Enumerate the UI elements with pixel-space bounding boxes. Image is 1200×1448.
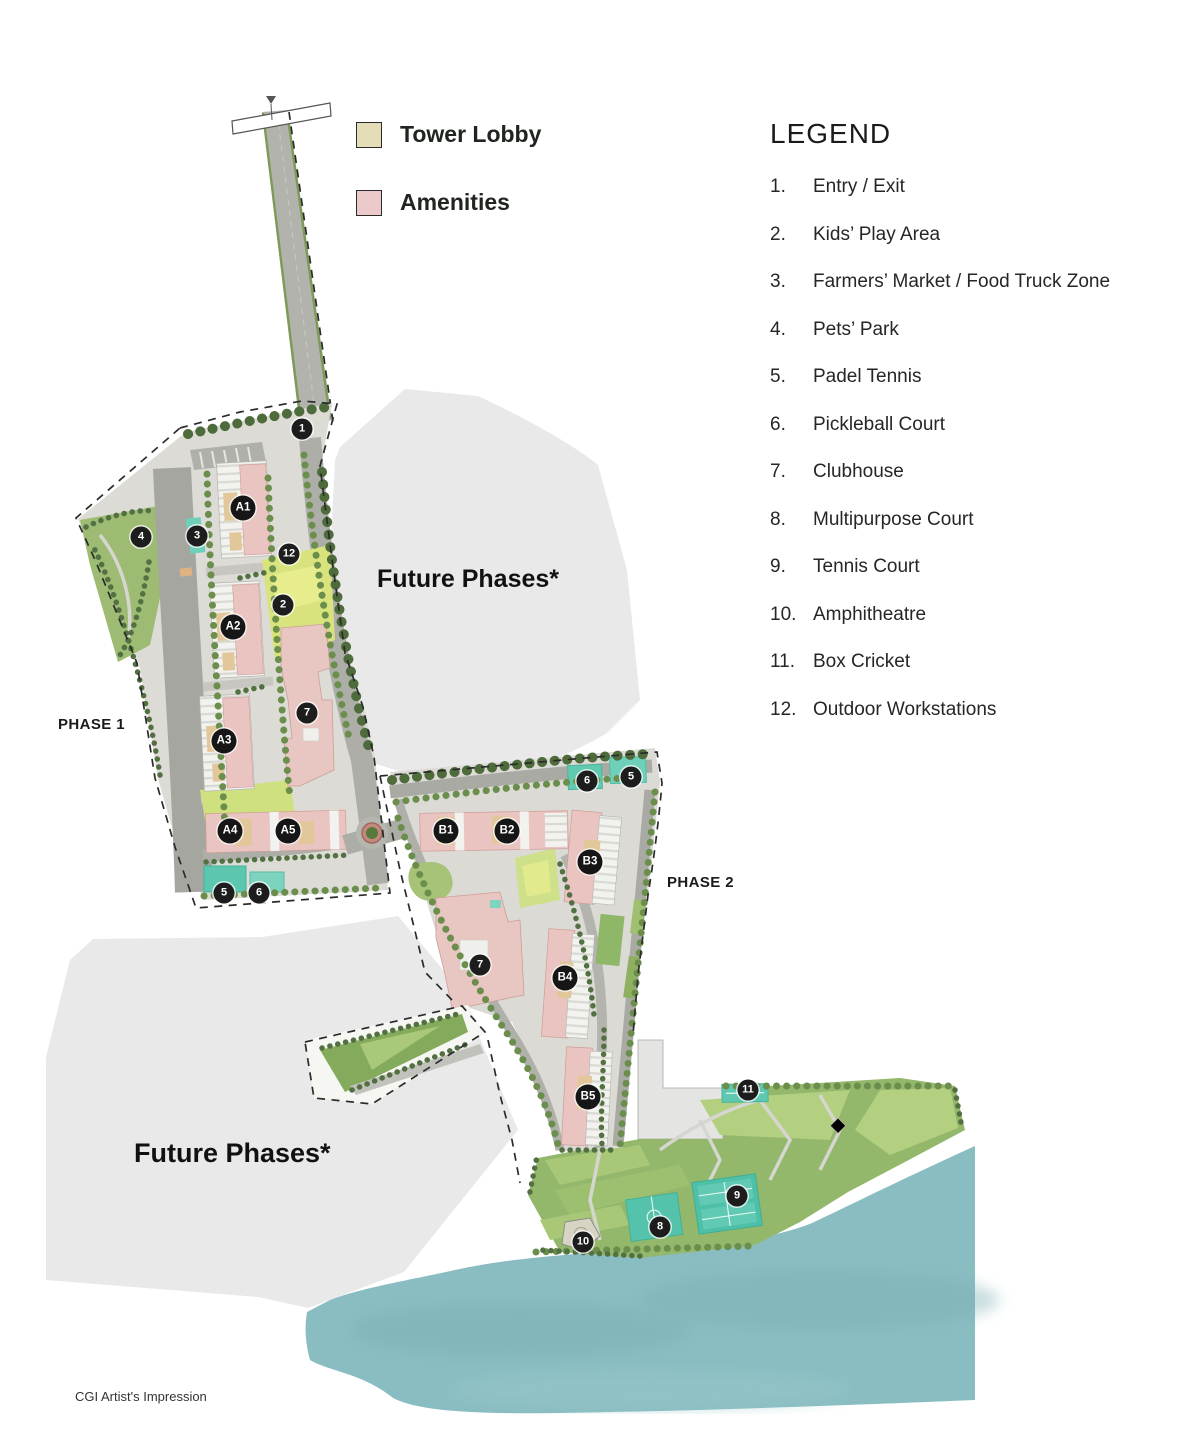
legend-item-number: 3. [770, 271, 786, 292]
tower-label-a5: A5 [276, 819, 301, 844]
legend-item-number: 4. [770, 318, 786, 340]
map-marker-1-0: 1 [292, 419, 313, 440]
legend-item-label: Clubhouse [813, 461, 904, 482]
map-marker-8-13: 8 [650, 1217, 671, 1238]
future-phases-label-bottom: Future Phases* [134, 1138, 331, 1168]
map-marker-12-4: 12 [279, 544, 300, 565]
legend-item-1 [770, 176, 1170, 224]
map-marker-9-12: 9 [727, 1186, 748, 1207]
legend-item-4 [770, 319, 1170, 367]
entry-access-road [232, 96, 333, 428]
legend-item-label: Outdoor Workstations [813, 698, 997, 720]
key-label: Amenities [400, 189, 510, 215]
tower-label-b1: B1 [434, 819, 459, 844]
key-swatch-icon [356, 190, 382, 216]
map-marker-3-2: 3 [187, 526, 208, 547]
legend-item-number: 1. [770, 176, 786, 197]
map-key [356, 121, 541, 257]
legend-item-9 [770, 556, 1170, 604]
map-marker-7-5: 7 [297, 703, 318, 724]
legend-item-7 [770, 461, 1170, 509]
key-item-tower-lobby [356, 121, 541, 148]
legend-item-10 [770, 604, 1170, 652]
legend-item-label: Padel Tennis [813, 366, 922, 387]
legend-item-6 [770, 414, 1170, 462]
phase2-label: PHASE 2 [667, 874, 734, 891]
tower-label-a1: A1 [231, 496, 256, 521]
map-marker-5-9: 5 [621, 767, 642, 788]
tower-label-b2: B2 [495, 819, 520, 844]
legend-item-number: 2. [770, 223, 786, 245]
legend-item-12 [770, 699, 1170, 747]
tower-label-a2: A2 [221, 615, 246, 640]
phase1-label: PHASE 1 [58, 716, 125, 733]
legend-item-label: Multipurpose Court [813, 508, 974, 530]
map-marker-11-11: 11 [738, 1080, 759, 1101]
key-label: Tower Lobby [400, 121, 542, 147]
legend-item-2 [770, 224, 1170, 272]
legend-item-label: Box Cricket [813, 651, 911, 672]
legend-item-11 [770, 651, 1170, 699]
legend-item-number: 6. [770, 413, 786, 435]
tower-label-b4: B4 [553, 966, 578, 991]
legend-item-label: Pickleball Court [813, 413, 945, 435]
map-marker-5-6: 5 [214, 883, 235, 904]
legend-item-number: 11. [770, 651, 796, 672]
map-marker-7-10: 7 [470, 955, 491, 976]
future-phases-label-top: Future Phases* [377, 565, 560, 593]
legend-item-number: 10. [770, 603, 797, 625]
legend-item-5 [770, 366, 1170, 414]
legend [770, 118, 1170, 746]
legend-item-number: 9. [770, 556, 786, 577]
legend-item-label: Farmers’ Market / Food Truck Zone [813, 271, 1111, 292]
tower-label-b5: B5 [576, 1085, 601, 1110]
legend-item-8 [770, 509, 1170, 557]
map-marker-2-1: 2 [273, 595, 294, 616]
legend-list [770, 176, 1170, 746]
legend-item-3 [770, 271, 1170, 319]
map-marker-10-14: 10 [573, 1232, 594, 1253]
key-item-amenities [356, 189, 541, 216]
legend-item-label: Tennis Court [813, 556, 920, 577]
legend-item-label: Amphitheatre [813, 603, 927, 625]
tennis-court [692, 1174, 763, 1234]
legend-title: LEGEND [770, 118, 892, 149]
tower-label-a4: A4 [218, 819, 243, 844]
caption: CGI Artist's Impression [75, 1389, 207, 1404]
tower-label-a3: A3 [212, 729, 237, 754]
legend-item-label: Pets’ Park [813, 318, 899, 340]
map-marker-4-3: 4 [131, 527, 152, 548]
legend-item-number: 7. [770, 461, 786, 482]
key-swatch-icon [356, 122, 382, 148]
legend-item-number: 8. [770, 508, 786, 530]
tower-label-b3: B3 [578, 850, 603, 875]
legend-item-number: 12. [770, 698, 797, 720]
legend-item-label: Entry / Exit [813, 176, 905, 197]
legend-item-number: 5. [770, 366, 786, 387]
map-marker-6-7: 6 [249, 883, 270, 904]
map-marker-6-8: 6 [577, 771, 598, 792]
legend-item-label: Kids’ Play Area [813, 223, 941, 245]
